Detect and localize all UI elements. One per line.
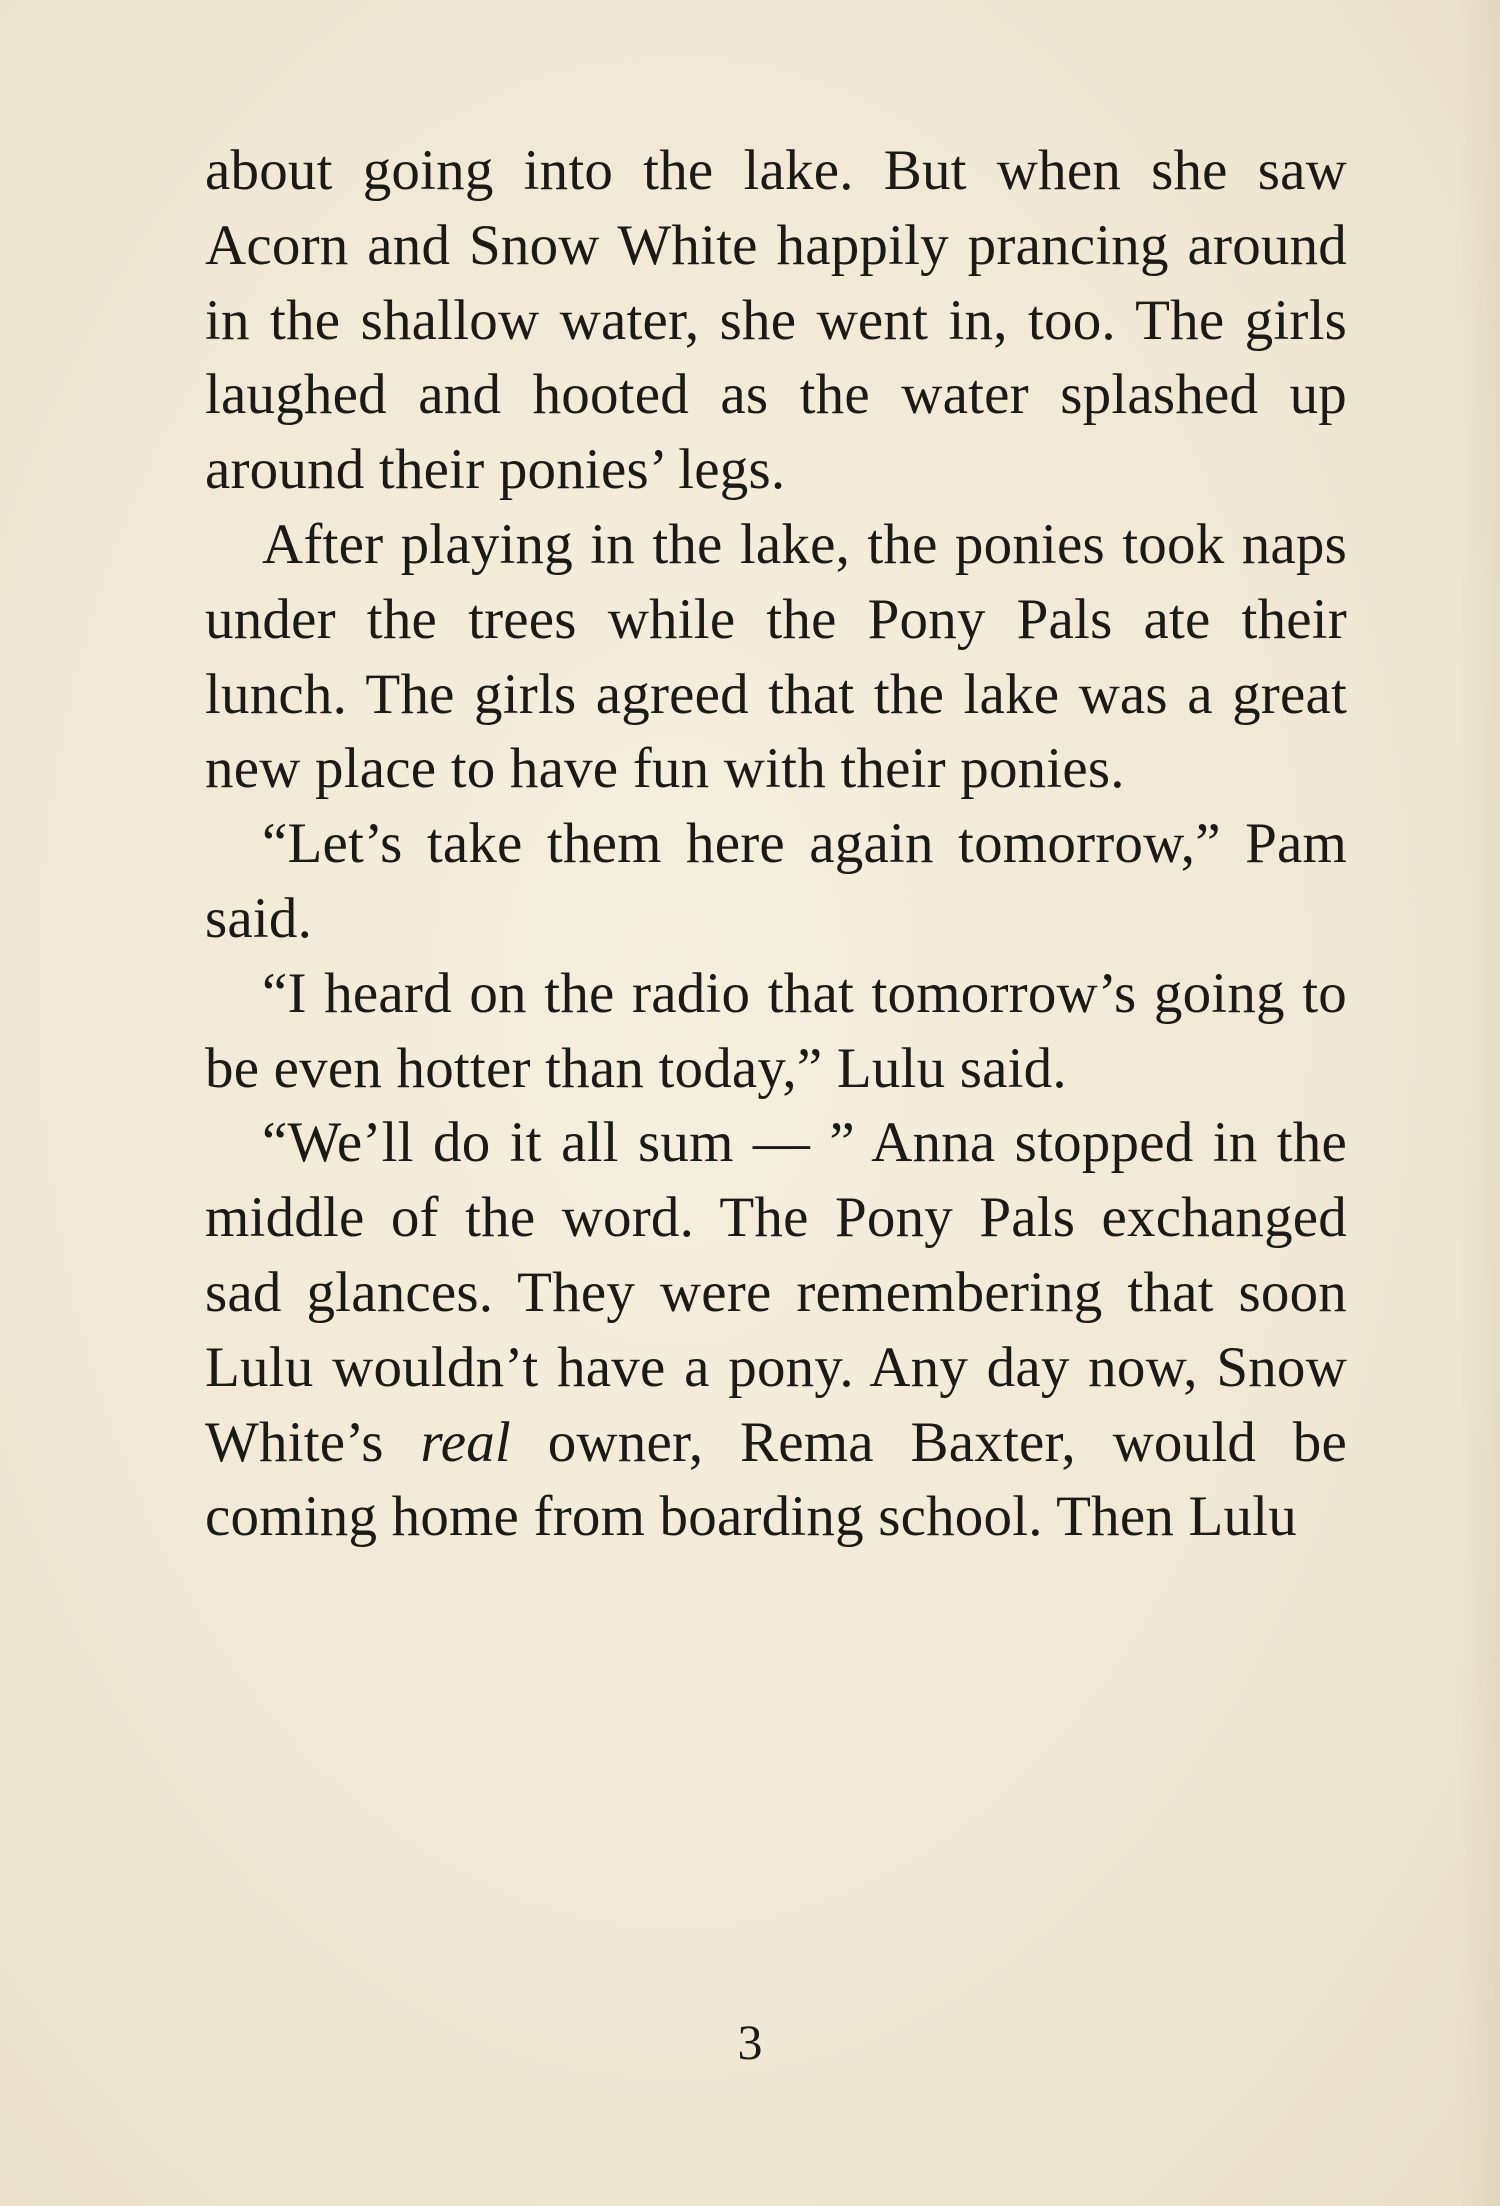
paragraph-2-run-1: After playing in the lake, the ponies took naps under the trees while the Pony Pals ate their lunch. The girls agreed that the lake was a great new place to have fun with their ponies. [205,512,1347,801]
paragraph-5-run-3: owner, Rema Baxter, would be coming home from boarding school. Then Lulu [205,1410,1348,1549]
paragraph-5 [205,1106,1347,1555]
paragraph-1 [205,134,1347,508]
body-text [205,134,1347,1555]
paragraph-2 [205,508,1347,807]
paragraph-5-italic-word: real [420,1410,511,1474]
page-number: 3 [737,2014,763,2070]
paragraph-4 [205,957,1347,1107]
paragraph-3-run-1: “Let’s take them here again tomorrow,” Pam said. [205,812,1347,950]
paragraph-5-run-1: “We’ll do it all sum — ” Anna stopped in the middle of the word. The Pony Pals exchanged sad glances. They were remembering that soon Lulu wouldn’t have a pony. Any day now, Snow White’s [205,1111,1347,1474]
paragraph-4-run-1: “I heard on the radio that tomorrow’s going to be even hotter than today,” Lulu said. [205,961,1347,1100]
page-edge-shadow [1460,0,1500,2206]
paragraph-1-run-1: about going into the lake. But when she saw Acorn and Snow White happily prancing around in the shallow water, she went in, too. The girls laughed and hooted as the water splashed up around their ponies’ legs. [205,139,1347,502]
paragraph-3 [205,807,1347,957]
